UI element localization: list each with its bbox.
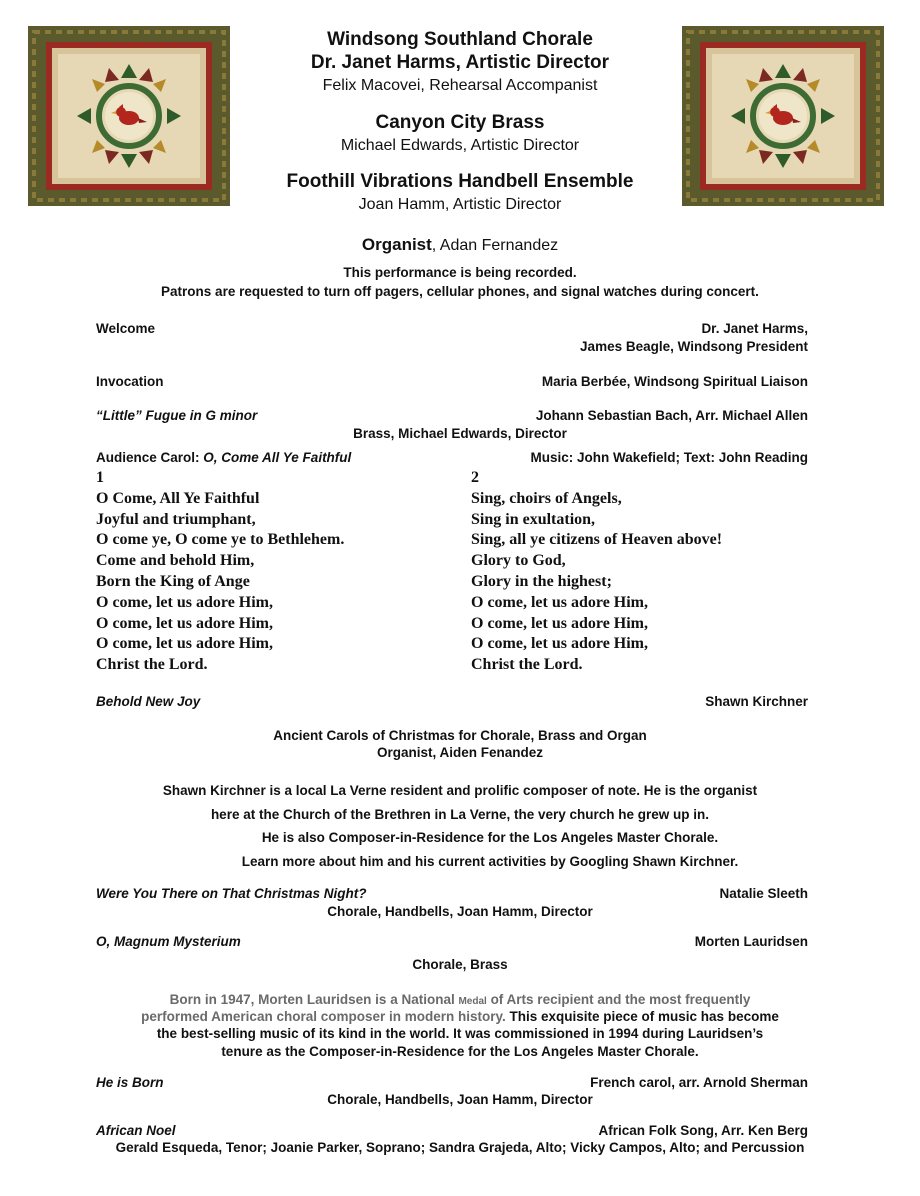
lauridsen-bio-line-2 — [0, 1009, 920, 1024]
bio-text: of Arts recipient and the most frequently — [486, 992, 751, 1007]
welcome-presenter-2: James Beagle, Windsong President — [580, 339, 808, 354]
magnum-performers: Chorale, Brass — [412, 957, 508, 972]
audience-carol-label: Audience Carol: — [96, 450, 204, 465]
lyric-line: Christ the Lord. — [96, 656, 208, 674]
lyric-line: 1 — [96, 469, 104, 486]
lyric-line: 2 — [471, 469, 479, 486]
audience-carol-credits: Music: John Wakefield; Text: John Reading — [530, 450, 808, 465]
lyric-line: O Come, All Ye Faithful — [96, 489, 260, 507]
kirchner-bio-line-1: Shawn Kirchner is a local La Verne resident and prolific composer of note. He is the organist — [162, 783, 758, 798]
welcome-title: Welcome — [96, 321, 156, 336]
handbell-name: Foothill Vibrations Handbell Ensemble — [286, 171, 634, 192]
lyrics-verse-1 — [96, 468, 344, 676]
behold-title: Behold New Joy — [96, 694, 201, 709]
african-noel-composer: African Folk Song, Arr. Ken Berg — [598, 1123, 808, 1138]
program-item-welcome-cont — [96, 339, 808, 357]
invocation-title: Invocation — [96, 374, 164, 389]
kirchner-bio-line-4: Learn more about him and his current activities by Googling Shawn Kirchner. — [241, 854, 739, 869]
lyric-line: Glory in the highest; — [471, 572, 612, 590]
kirchner-bio-line-3: He is also Composer-in-Residence for the Los Angeles Master Chorale. — [261, 830, 719, 845]
lyric-line: O come, let us adore Him, — [471, 593, 649, 611]
were-you-there-title: Were You There on That Christmas Night? — [96, 886, 367, 901]
were-you-there-composer: Natalie Sleeth — [719, 886, 808, 901]
lyric-line: Sing, choirs of Angels, — [471, 489, 622, 507]
program-item-behold-new-joy — [96, 694, 808, 712]
lyric-line: O come, let us adore Him, — [96, 614, 274, 632]
lauridsen-bio-line-1 — [0, 992, 920, 1007]
were-you-there-performers: Chorale, Handbells, Joan Hamm, Director — [327, 904, 593, 919]
program-item-magnum-mysterium — [96, 934, 808, 952]
lyrics-verse-2 — [471, 468, 722, 676]
brass-name: Canyon City Brass — [375, 112, 545, 133]
lyric-line: Joyful and triumphant, — [96, 510, 256, 528]
lyric-line: Sing, all ye citizens of Heaven above! — [471, 531, 723, 549]
he-is-born-title: He is Born — [96, 1075, 164, 1090]
behold-composer: Shawn Kirchner — [705, 694, 808, 709]
lyric-line: O come, let us adore Him, — [471, 635, 649, 653]
chorale-director: Dr. Janet Harms, Artistic Director — [310, 52, 610, 73]
audience-carol-title: O, Come All Ye Faithful — [203, 450, 352, 465]
program-item-were-you-there — [96, 886, 808, 904]
welcome-presenter-1: Dr. Janet Harms, — [701, 321, 808, 336]
organist-label: Organist — [361, 235, 432, 254]
program-item-invocation — [96, 374, 808, 392]
kirchner-bio-line-2: here at the Church of the Brethren in La Verne, the very church he grew up in. — [210, 807, 710, 822]
lyric-line: Christ the Lord. — [471, 656, 583, 674]
african-noel-title: African Noel — [96, 1123, 176, 1138]
audience-carol-heading — [96, 450, 351, 465]
lauridsen-bio-line-4: tenure as the Composer-in-Residence for the Los Angeles Master Chorale. — [221, 1044, 699, 1059]
ancient-carols-line-2: Organist, Aiden Fenandez — [376, 745, 544, 760]
lyric-line: O come, let us adore Him, — [96, 593, 274, 611]
program-item-fugue — [96, 408, 808, 426]
fugue-composer: Johann Sebastian Bach, Arr. Michael Allen — [535, 408, 808, 423]
bio-text: Born in 1947, Morten Lauridsen is a National — [169, 992, 459, 1007]
bio-text: This exquisite piece of music has become — [505, 1009, 779, 1024]
program-item-welcome — [96, 321, 808, 339]
program-item-african-noel — [96, 1123, 808, 1141]
lauridsen-bio-line-3: the best-selling music of its kind in the world. It was commissioned in 1994 during Lauridsen’s — [156, 1026, 764, 1041]
recording-notice: This performance is being recorded. — [343, 265, 577, 280]
lyric-line: Glory to God, — [471, 552, 566, 570]
fugue-performers: Brass, Michael Edwards, Director — [353, 426, 567, 441]
ancient-carols-line-1: Ancient Carols of Christmas for Chorale, Brass and Organ — [273, 728, 647, 743]
lyric-line: O come ye, O come ye to Bethlehem. — [96, 531, 345, 549]
program-item-he-is-born — [96, 1075, 808, 1093]
lyric-line: Come and behold Him, — [96, 552, 255, 570]
magnum-composer: Morten Lauridsen — [694, 934, 808, 949]
program-item-audience-carol — [96, 450, 808, 468]
lyric-line: Sing in exultation, — [471, 510, 596, 528]
rehearsal-accompanist: Felix Macovei, Rehearsal Accompanist — [322, 77, 598, 94]
organist-name: , Adan Fernandez — [431, 237, 559, 254]
fugue-title: “Little” Fugue in G minor — [96, 408, 258, 423]
lyric-line: O come, let us adore Him, — [471, 614, 649, 632]
bio-text: Medal — [458, 996, 487, 1007]
patron-notice: Patrons are requested to turn off pagers, cellular phones, and signal watches during concert. — [161, 284, 759, 299]
magnum-title: O, Magnum Mysterium — [96, 934, 241, 949]
brass-director: Michael Edwards, Artistic Director — [340, 137, 580, 154]
handbell-director: Joan Hamm, Artistic Director — [358, 196, 562, 213]
chorale-name: Windsong Southland Chorale — [327, 29, 593, 50]
bio-text: performed American choral composer in modern history. — [141, 1009, 506, 1024]
he-is-born-composer: French carol, arr. Arnold Sherman — [590, 1075, 808, 1090]
lyric-line: Born the King of Ange — [96, 572, 250, 590]
invocation-presenter: Maria Berbée, Windsong Spiritual Liaison — [541, 374, 808, 389]
he-is-born-performers: Chorale, Handbells, Joan Hamm, Director — [327, 1092, 593, 1107]
african-noel-performers: Gerald Esqueda, Tenor; Joanie Parker, Soprano; Sandra Grajeda, Alto; Vicky Campos, Alto; and Percussion — [115, 1140, 805, 1155]
organist-line — [0, 235, 920, 255]
lyric-line: O come, let us adore Him, — [96, 635, 274, 653]
